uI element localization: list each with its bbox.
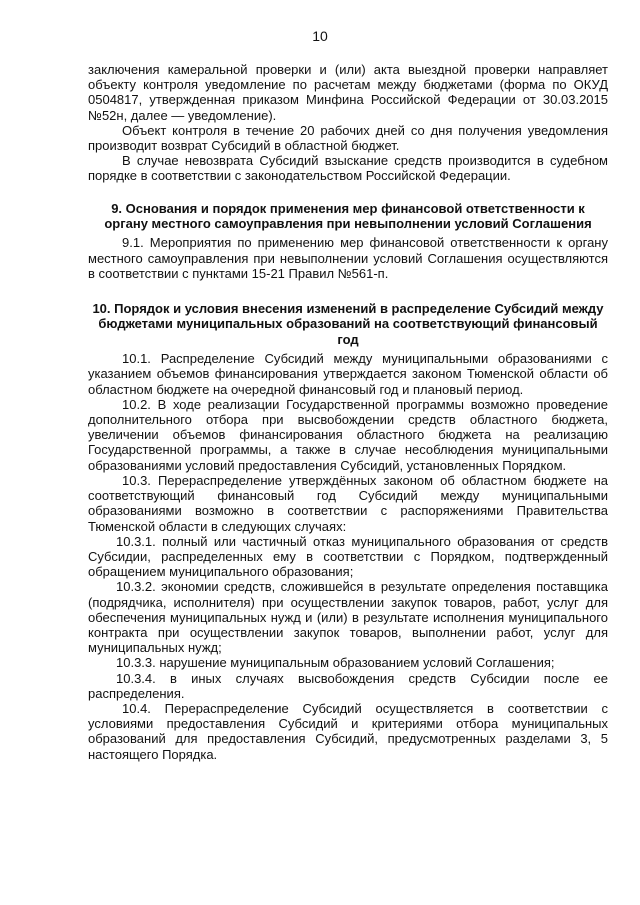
section-10-paragraph-5: 10.3.2. экономии средств, сложившейся в результате определения поставщика (подрядчика, исполнителя) при осуществлении закупок товаров, работ, услуг для обеспечения муниципальных нужд и (или) в результате исполнения муниципального контракта при осуществлении закупок товаров, выполнении работ, услуг для муниципальных нужд;: [88, 579, 608, 656]
section-10-paragraph-8: 10.4. Перераспределение Субсидий осуществляется в соответствии с условиями предоставления Субсидий и критериями отбора муниципальных образований для предоставления Субсидий, предусмотренных разделами 3, 5 настоящего Порядка.: [88, 700, 608, 762]
page-number: 10: [312, 28, 328, 44]
document-body: [88, 62, 608, 762]
section-10-paragraph-6: 10.3.3. нарушение муниципальным образованием условий Соглашения;: [116, 655, 555, 671]
section-10-paragraph-2: 10.2. В ходе реализации Государственной программы возможно проведение дополнительного отбора при высвобождении средств областного бюджета, увеличении объемов финансирования областного бюджета на реализацию Государственной программы, а также в случае несоблюдения муниципальными образованиями условий предоставления Субсидий, установленных Порядком.: [88, 396, 608, 473]
section-10-paragraph-7: 10.3.4. в иных случаях высвобождения средств Субсидии после ее распределения.: [88, 670, 608, 701]
section-10-paragraph-4: 10.3.1. полный или частичный отказ муниципального образования от средств Субсидии, распределенных ему в соответствии с Порядком, подтвержденный обращением муниципального образования;: [88, 533, 608, 580]
section-10-paragraph-3: 10.3. Перераспределение утверждённых законом об областном бюджете на соответствующий финансовый год Субсидий между муниципальными образованиями возможно в соответствии с распоряжениями Правительства Тюменской области в следующих случаях:: [88, 472, 608, 534]
section-9-heading: 9. Основания и порядок применения мер финансовой ответственности к органу местного самоуправления при невыполнении условий Соглашения: [104, 200, 592, 232]
intro-paragraph-3: В случае невозврата Субсидий взыскание средств производится в судебном порядке в соответствии с законодательством Российской Федерации.: [88, 153, 608, 184]
section-10-heading: 10. Порядок и условия внесения изменений в распределение Субсидий между бюджетами муниципальных образований на соответствующий финансовый год: [92, 301, 604, 347]
intro-paragraph-2: Объект контроля в течение 20 рабочих дней со дня получения уведомления производит возврат Субсидий в областной бюджет.: [88, 122, 608, 154]
section-10-paragraph-1: 10.1. Распределение Субсидий между муниципальными образованиями с указанием объемов финансирования утверждается законом Тюменской области об областном бюджете на очередной финансовый год и плановый период.: [88, 351, 608, 397]
section-9-paragraph-1: 9.1. Мероприятия по применению мер финансовой ответственности к органу местного самоуправления при невыполнении условий Соглашения осуществляются в соответствии с пунктами 15-21 Правил №561-п.: [88, 235, 608, 281]
intro-paragraph-1: заключения камеральной проверки и (или) акта выездной проверки направляет объекту контроля уведомление по расчетам между бюджетами (форма по ОКУД 0504817, утвержденная приказом Минфина Российской Федерации от 30.03.2015 №52н, далее — уведомление).: [88, 62, 608, 123]
